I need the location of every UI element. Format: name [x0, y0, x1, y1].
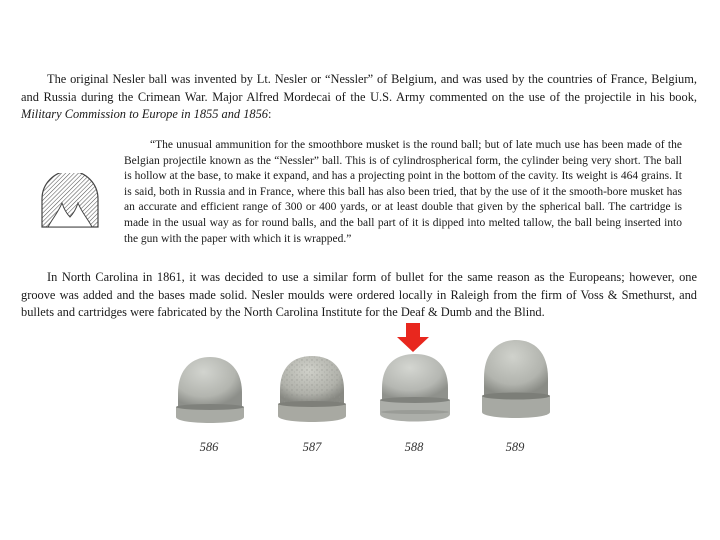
intro-paragraph — [21, 71, 697, 124]
nesler-ball-cross-section-diagram — [40, 173, 100, 229]
bullet-label-589: 589 — [505, 440, 525, 454]
bullet-label-588: 588 — [404, 440, 424, 454]
bullet-photo-589 — [478, 338, 554, 430]
mordecai-quote: “The unusual ammunition for the smoothbore musket is the round ball; but of late much use has been made of the Belgian projectile known as the “Nessler” ball. This is of cylindrospherical form, the cylinder being very short. The ball is hollow at the base, to make it expand, and has a projecting point in the bottom of the cavity. Its weight is 464 grains. It is said, both in Russia and in France, where this ball has also been tried, that by the use of it the smooth-bore musket has an accurate and efficient range of 300 or 400 yards, or at least double that given by the spherical ball. The cartridge is made in the usual way as for round balls, and the ball part of it is dipped into melted tallow, the ball being inserted into the gun with the paper with which it is wrapped.” — [124, 139, 682, 245]
north-carolina-paragraph: In North Carolina in 1861, it was decided to use a similar form of bullet for the same reason as the Europeans; however, one groove was added and the bases made solid. Nesler moulds were ordered locally in Raleigh from the firm of Voss & Smethurst, and bullets and cartridges were fabricated by the North Carolina Institute for the Deaf & Dumb and the Blind. — [21, 270, 697, 319]
bullet-photo-586 — [174, 355, 246, 431]
intro-colon: : — [268, 107, 272, 121]
red-arrow-pointer — [396, 323, 430, 353]
bullet-photo-588 — [378, 352, 452, 430]
book-title: Military Commission to Europe in 1855 and 1856 — [21, 107, 269, 121]
bullet-label-587: 587 — [302, 440, 322, 454]
intro-text: The original Nesler ball was invented by Lt. Nesler or “Nessler” of Belgium, and was used by the countries of France, Belgium, and Russia during the Crimean War. Major Alfred Mordecai of the U.S. Army commented on the use of the projectile in his book, — [21, 72, 697, 104]
bullet-label-586: 586 — [199, 440, 219, 454]
bullet-photo-587 — [276, 354, 348, 430]
